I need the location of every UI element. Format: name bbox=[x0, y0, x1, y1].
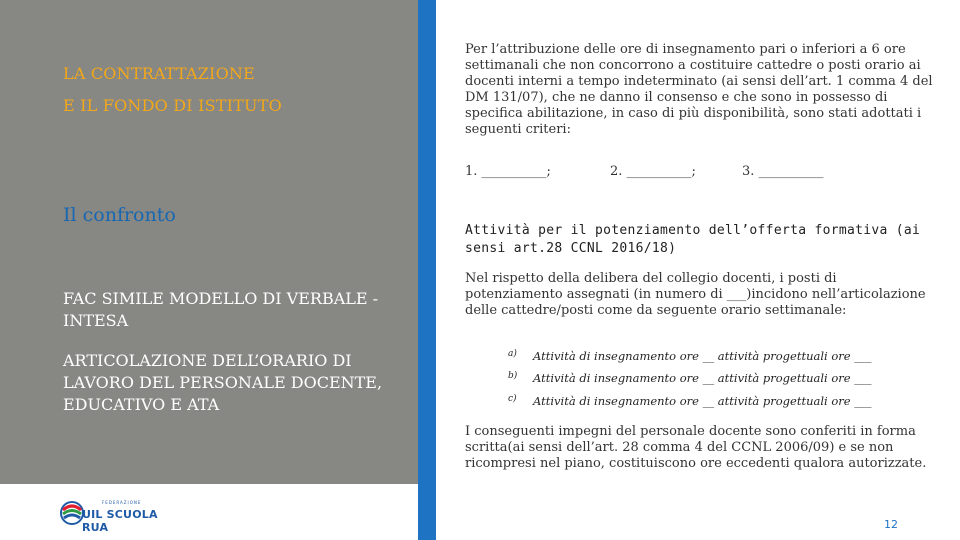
divider-gap bbox=[436, 0, 442, 540]
articolazione-label: ARTICOLAZIONE DELL’ORARIO DI LAVORO DEL PERSONALE DOCENTE, EDUCATIVO E ATA bbox=[63, 351, 383, 414]
potenziamento-paragraph: Nel rispetto della delibera del collegio docenti, i posti di potenziamento assegnati (in numero di ___)incidono nell’articolazione delle cattedre/posti come da seguente orario settimanale: bbox=[465, 271, 926, 318]
uil-scuola-logo bbox=[60, 498, 164, 534]
logo-globe-icon bbox=[60, 498, 84, 526]
list-item-text: Attività di insegnamento ore __ attività progettuali ore ___ bbox=[533, 349, 872, 363]
section-heading-line2: E IL FONDO DI ISTITUTO bbox=[63, 96, 282, 115]
criterion-2: 2. __________; bbox=[610, 164, 696, 179]
list-marker: b) bbox=[508, 371, 518, 381]
subtitle: Il confronto bbox=[63, 204, 176, 226]
criteria-paragraph: Per l’attribuzione delle ore di insegnamento pari o inferiori a 6 ore settimanali che non concorrono a costituire cattedre o posti orario ai docenti interni a tempo indeterminato (ai sensi dell’art. 1 comma 4 del DM 131/07), che ne danno il consenso e che sono in possesso di specifica abilitazione, in caso di più disponibilità, sono stati adottati i seguenti criteri: bbox=[465, 42, 933, 137]
divider-bar bbox=[418, 0, 436, 540]
list-marker: a) bbox=[508, 349, 517, 359]
list-marker: c) bbox=[508, 394, 517, 404]
impegni-paragraph: I conseguenti impegni del personale docente sono conferiti in forma scritta(ai sensi dell’art. 28 comma 4 del CCNL 2006/09) e se non ricompresi nel piano, costituiscono ore eccedenti qualora autorizzate. bbox=[465, 424, 927, 471]
logo-text: UIL SCUOLA RUA bbox=[82, 508, 158, 534]
fac-simile-label: FAC SIMILE MODELLO DI VERBALE -INTESA bbox=[63, 289, 379, 330]
logo-small-text: FEDERAZIONE bbox=[102, 500, 142, 505]
criterion-3: 3. __________ bbox=[742, 164, 824, 179]
criterion-1: 1. __________; bbox=[465, 164, 551, 179]
list-item-text: Attività di insegnamento ore __ attività progettuali ore ___ bbox=[533, 394, 872, 408]
activity-title: Attività per il potenziamento dell’offerta formativa (ai sensi art.28 CCNL 2016/18) bbox=[465, 223, 921, 256]
page-number: 12 bbox=[884, 518, 898, 531]
section-heading-line1: LA CONTRATTAZIONE bbox=[63, 64, 255, 83]
list-item-text: Attività di insegnamento ore __ attività progettuali ore ___ bbox=[533, 371, 872, 385]
